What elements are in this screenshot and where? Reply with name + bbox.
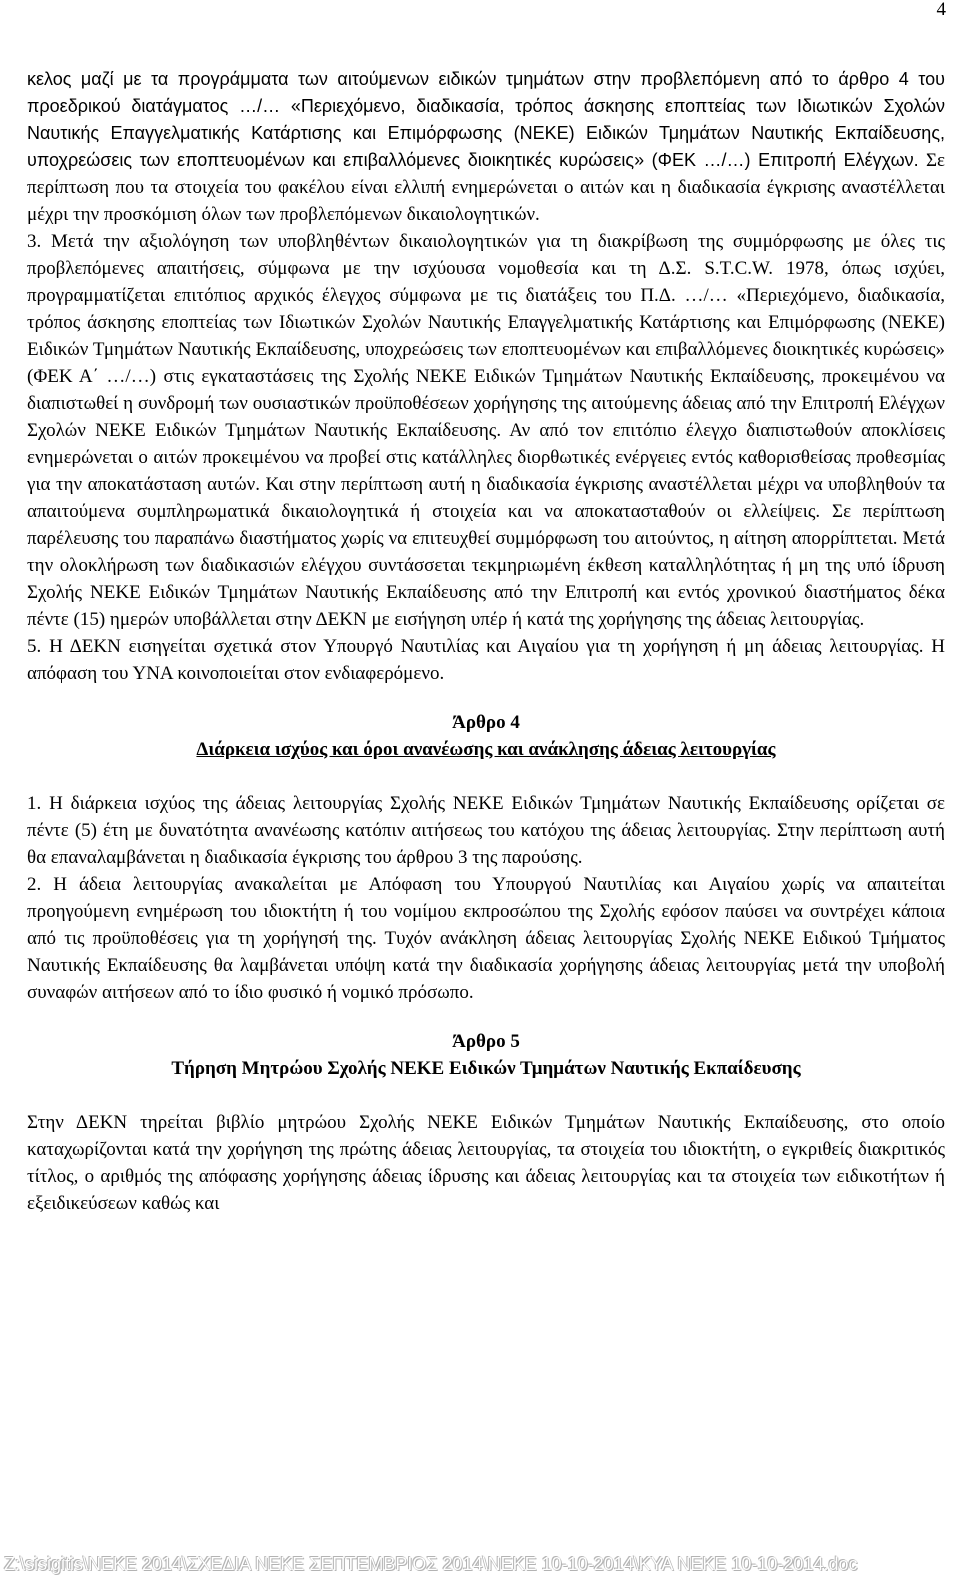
article-4-title: Διάρκεια ισχύος και όροι ανανέωσης και ανάκλησης άδειας λειτουργίας: [196, 739, 776, 760]
paragraph-3: 3. Μετά την αξιολόγηση των υποβληθέντων δικαιολογητικών για τη διακρίβωση της συμμόρφωσης με όλες τις προβλεπόμενες απαιτήσεις, σύμφωνα με την ισχύουσα νομοθεσία και τη Δ.Σ. S.T.C.W. 1978, όπως ισχύει, προγραμματίζεται επιτόπιος αρχικός έλεγχος σύμφωνα με τις διατάξεις του Π.Δ. …/… «Περιεχόμενο, διαδικασία, τρόπος άσκησης εποπτείας των Ιδιωτικών Σχολών Ναυτικής Επαγγελματικής Κατάρτισης και Επιμόρφωσης (ΝΕΚΕ) Ειδικών Τμημάτων Ναυτικής Εκπαίδευσης, υποχρεώσεις των εποπτευομένων και επιβαλλόμενες διοικητικές κυρώσεις» (ΦΕΚ Α΄ …/…) στις εγκαταστάσεις της Σχολής ΝΕΚΕ Ειδικών Τμημάτων Ναυτικής Εκπαίδευσης, προκειμένου να διαπιστωθεί η συνδρομή των ουσιαστικών προϋποθέσεων χορήγησης της αιτούμενης άδειας από την Επιτροπή Ελέγχων Σχολών ΝΕΚΕ Ειδικών Τμημάτων Ναυτικής Εκπαίδευσης. Αν από τον επιτόπιο έλεγχο διαπιστωθούν αποκλίσεις ενημερώνεται ο αιτών προκειμένου να προβεί στις κατάλληλες διορθωτικές ενέργειες εντός καθορισθείσας προθεσμίας για την αποκατάσταση αυτών. Και στην περίπτωση αυτή η διαδικασία έγκρισης αναστέλλεται μέχρι να υποβληθούν τα απαιτούμενα συμπληρωματικά δικαιολογητικά ή στοιχεία και να αποκατασταθούν οι ελλείψεις. Σε περίπτωση παρέλευσης του παραπάνω διαστήματος χωρίς να επιτευχθεί συμμόρφωση του αιτούντος, η αίτηση απορρίπτεται. Μετά την ολοκλήρωση των διαδικασιών ελέγχου συντάσσεται τεκμηριωμένη έκθεση καταλληλότητας ή μη της υπό ίδρυση Σχολής ΝΕΚΕ Ειδικών Τμημάτων Ναυτικής Εκπαίδευσης από την Επιτροπή και εντός χρονικού διαστήματος δέκα πέντε (15) ημερών υποβάλλεται στην ΔΕΚΝ με εισήγηση υπέρ ή κατά της χορήγησης της άδειας λειτουργίας.: [27, 231, 945, 630]
article-5-title: Τήρηση Μητρώου Σχολής ΝΕΚΕ Ειδικών Τμημάτων Ναυτικής Εκπαίδευσης: [171, 1058, 801, 1079]
footer-file-path: Z:\sisigitis\ΝΕΚΕ 2014\ΣΧΕΔΙΑ ΝΕΚΕ ΣΕΠΤΕΜΒΡΙΟΣ 2014\ΝΕΚΕ 10-10-2014\ΚΥΑ ΝΕΚΕ 10-10-2014.doc: [4, 1554, 858, 1574]
article-5-paragraph-1: Στην ΔΕΚΝ τηρείται βιβλίο μητρώου Σχολής ΝΕΚΕ Ειδικών Τμημάτων Ναυτικής Εκπαίδευσης, στο οποίο καταχωρίζονται κατά την χορήγηση της πρώτης άδειας λειτουργίας, τα στοιχεία του ιδιοκτήτη, ο εγκριθείς διακριτικός τίτλος, ο αριθμός της απόφασης χορήγησης άδειας ίδρυσης και άδειας λειτουργίας και τα στοιχεία των ειδικοτήτων ή εξειδικεύσεων καθώς και: [27, 1112, 945, 1214]
article-5-number: Άρθρο 5: [452, 1031, 520, 1052]
page-number: 4: [936, 0, 946, 20]
article-4-paragraph-1: 1. Η διάρκεια ισχύος της άδειας λειτουργίας Σχολής ΝΕΚΕ Ειδικών Τμημάτων Ναυτικής Εκπαίδευσης ορίζεται σε πέντε (5) έτη με δυνατότητα ανανέωσης κατόπιν αιτήσεως του κατόχου της άδειας λειτουργίας. Στην περίπτωση αυτή θα επαναλαμβάνεται η διαδικασία έγκρισης του άρθρου 3 της παρούσης.: [27, 793, 945, 868]
paragraph-intro: [27, 66, 945, 228]
paragraph-intro-serif: Σε περίπτωση που τα στοιχεία του φακέλου είναι ελλιπή ενημερώνεται ο αιτών και η διαδικασία έγκρισης αναστέλλεται μέχρι την προσκόμιση όλων των προβλεπόμενων δικαιολογητικών.: [27, 150, 945, 225]
paragraph-5: 5. Η ΔΕΚΝ εισηγείται σχετικά στον Υπουργό Ναυτιλίας και Αιγαίου για τη χορήγηση ή μη άδειας λειτουργίας. Η απόφαση του ΥΝΑ κοινοποιείται στον ενδιαφερόμενο.: [27, 636, 945, 684]
article-4-paragraph-2: 2. Η άδεια λειτουργίας ανακαλείται με Απόφαση του Υπουργού Ναυτιλίας και Αιγαίου χωρίς να απαιτείται προηγούμενη ενημέρωση του ιδιοκτήτη ή του νομίμου εκπροσώπου της Σχολής εφόσον παύσει να συντρέχει κάποια από τις προϋποθέσεις για τη χορήγησή της. Τυχόν ανάκληση άδειας λειτουργίας Σχολής ΝΕΚΕ Ειδικού Τμήματος Ναυτικής Εκπαίδευσης θα λαμβάνεται υπόψη κατά την διαδικασία χορήγησης άδειας λειτουργίας μετά την υποβολή συναφών αιτήσεων από το ίδιο φυσικό ή νομικό πρόσωπο.: [27, 874, 945, 1003]
article-4-number: Άρθρο 4: [452, 712, 520, 733]
document-body: [27, 66, 945, 1217]
paragraph-intro-sans: κελος μαζί με τα προγράμματα των αιτούμενων ειδικών τμημάτων στην προβλεπόμενη από το άρθρο 4 του προεδρικού διατάγματος …/… «Περιεχόμενο, διαδικασία, τρόπος άσκησης εποπτείας των Ιδιωτικών Σχολών Ναυτικής Επαγγελματικής Κατάρτισης και Επιμόρφωσης (ΝΕΚΕ) Ειδικών Τμημάτων Ναυτικής Εκπαίδευσης, υποχρεώσεις των εποπτευομένων και επιβαλλόμενες διοικητικές κυρώσεις» (ΦΕΚ …/…) Επιτροπή Ελέγχων.: [27, 69, 945, 170]
